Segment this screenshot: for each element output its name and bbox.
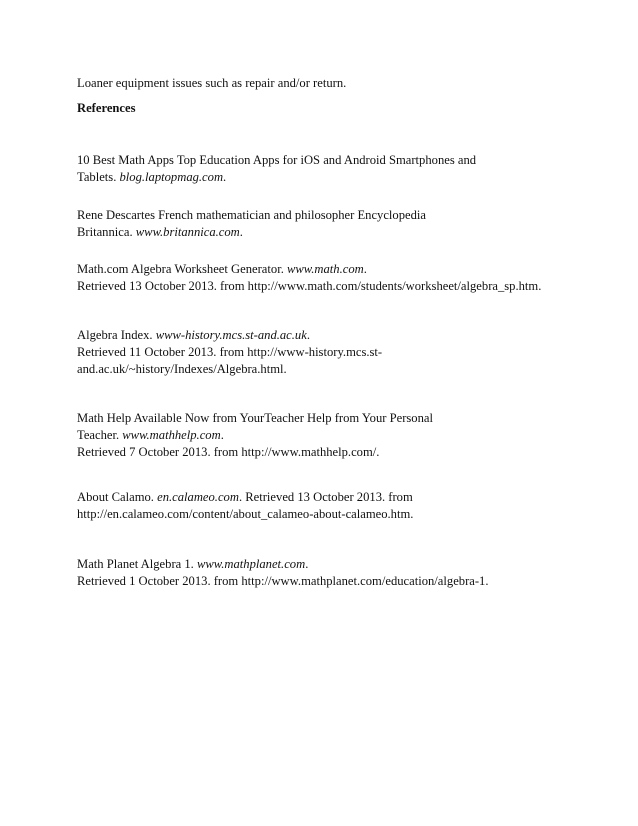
reference-6-line-1 <box>77 489 413 506</box>
reference-2-source: www.britannica.com <box>135 225 240 239</box>
reference-3-title: Math.com Algebra Worksheet Generator. <box>77 262 287 276</box>
reference-4-line-1 <box>77 327 382 344</box>
reference-1-source: blog.laptopmag.com <box>119 170 224 184</box>
reference-1-line-2 <box>77 169 476 186</box>
reference-4-line-2: Retrieved 11 October 2013. from http://www-history.mcs.st- <box>77 345 383 359</box>
reference-3-source: www.math.com <box>287 262 364 276</box>
reference-5-line-3: Retrieved 7 October 2013. from http://www.mathhelp.com/. <box>77 445 380 459</box>
reference-item-3 <box>77 261 541 295</box>
reference-item-7 <box>77 556 489 590</box>
reference-4-end: . <box>306 328 310 342</box>
reference-item-4 <box>77 327 382 378</box>
reference-6-line-2: http://en.calameo.com/content/about_calameo-about-calameo.htm. <box>77 507 414 521</box>
reference-2-line-2 <box>77 224 426 241</box>
reference-5-label: Teacher. <box>77 428 123 442</box>
reference-5-line-1: Math Help Available Now from YourTeacher Help from Your Personal <box>77 411 433 425</box>
reference-2-end: . <box>239 225 243 239</box>
references-heading: References <box>77 101 136 115</box>
reference-4-title: Algebra Index. <box>77 328 156 342</box>
reference-6-end: . Retrieved 13 October 2013. from <box>238 490 413 504</box>
reference-7-line-2: Retrieved 1 October 2013. from http://www.mathplanet.com/education/algebra-1. <box>77 574 489 588</box>
reference-item-5 <box>77 410 433 461</box>
reference-6-title: About Calamo. <box>77 490 158 504</box>
intro-line: Loaner equipment issues such as repair and/or return. <box>77 76 347 90</box>
reference-item-6 <box>77 489 413 523</box>
reference-2-line-1: Rene Descartes French mathematician and philosopher Encyclopedia <box>77 208 426 222</box>
reference-6-source: en.calameo.com <box>157 490 239 504</box>
reference-1-end: . <box>223 170 227 184</box>
reference-7-source: www.mathplanet.com <box>196 557 306 571</box>
reference-1-line-1: 10 Best Math Apps Top Education Apps for iOS and Android Smartphones and <box>77 153 477 167</box>
reference-item-1 <box>77 152 476 186</box>
reference-7-line-1 <box>77 556 489 573</box>
reference-item-2 <box>77 207 426 241</box>
reference-3-end: . <box>363 262 367 276</box>
reference-2-label: Britannica. <box>77 225 136 239</box>
reference-3-line-2: Retrieved 13 October 2013. from http://www.math.com/students/worksheet/algebra_sp.htm. <box>77 279 542 293</box>
reference-7-title: Math Planet Algebra 1. <box>77 557 197 571</box>
reference-4-line-3: and.ac.uk/~history/Indexes/Algebra.html. <box>77 362 287 376</box>
reference-5-line-2 <box>77 427 433 444</box>
reference-4-source: www-history.mcs.st-and.ac.uk <box>155 328 307 342</box>
reference-7-end: . <box>305 557 309 571</box>
reference-3-line-1 <box>77 261 541 278</box>
reference-5-source: www.mathhelp.com <box>122 428 221 442</box>
reference-1-label: Tablets. <box>77 170 120 184</box>
reference-5-end: . <box>220 428 224 442</box>
